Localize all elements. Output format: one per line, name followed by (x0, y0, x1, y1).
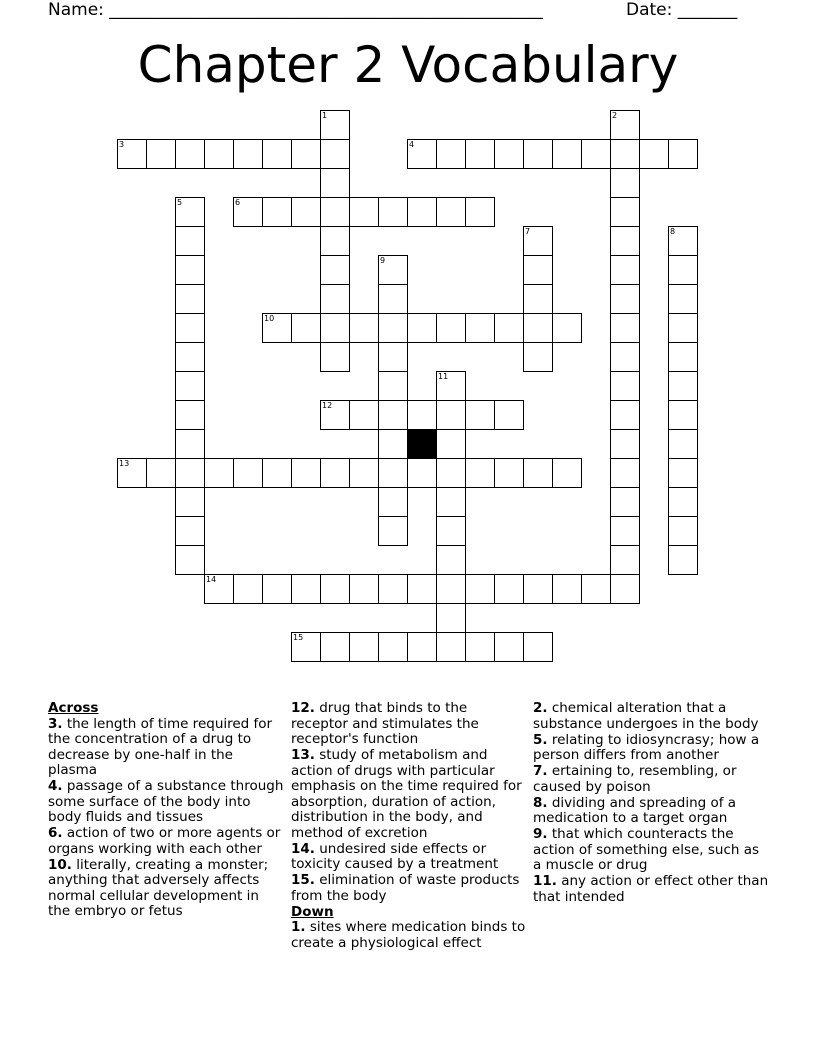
clue-text: relating to idiosyncrasy; how a person differs from another (533, 731, 760, 763)
crossword-cell[interactable] (523, 139, 553, 169)
crossword-cell[interactable] (494, 139, 524, 169)
clue-item (48, 779, 284, 826)
crossword-cell[interactable] (146, 458, 176, 488)
clue-item (533, 701, 769, 732)
clue-number-label: 11. (533, 873, 557, 889)
crossword-cell[interactable] (378, 255, 408, 285)
crossword-cell[interactable] (465, 632, 495, 662)
clue-number-label: 13. (291, 747, 315, 763)
crossword-cell[interactable] (407, 313, 437, 343)
clue-text: undesired side effects or toxicity caused by a treatment (291, 840, 499, 872)
clue-text: elimination of waste products from the body (291, 872, 520, 904)
clue-text: ertaining to, resembling, or caused by poison (533, 763, 737, 795)
crossword-cell[interactable] (117, 458, 147, 488)
crossword-cell[interactable] (291, 574, 321, 604)
crossword-cell[interactable] (349, 400, 379, 430)
crossword-cell[interactable] (523, 284, 553, 314)
crossword-cell[interactable] (407, 632, 437, 662)
crossword-cell[interactable] (175, 313, 205, 343)
crossword-cell[interactable] (436, 458, 466, 488)
crossword-cell[interactable] (349, 313, 379, 343)
clue-item (48, 717, 284, 779)
crossword-cell[interactable] (465, 458, 495, 488)
crossword-cell[interactable] (465, 139, 495, 169)
crossword-cell[interactable] (494, 400, 524, 430)
crossword-cell[interactable] (262, 574, 292, 604)
crossword-cell[interactable] (378, 487, 408, 517)
crossword-cell[interactable] (668, 371, 698, 401)
crossword-cell[interactable] (291, 313, 321, 343)
crossword-cell[interactable] (552, 458, 582, 488)
clue-item (291, 701, 527, 748)
crossword-cell[interactable] (610, 110, 640, 140)
crossword-cell[interactable] (610, 400, 640, 430)
crossword-cell[interactable] (262, 139, 292, 169)
clue-number: 15 (293, 633, 304, 642)
crossword-cell[interactable] (146, 139, 176, 169)
crossword-cell[interactable] (523, 226, 553, 256)
clue-text: action of two or more agents or organs working with each other (48, 825, 281, 857)
clue-number: 13 (119, 459, 130, 468)
crossword-cell[interactable] (668, 226, 698, 256)
crossword-cell[interactable] (668, 400, 698, 430)
clue-number: 7 (525, 227, 531, 236)
crossword-cell[interactable] (523, 574, 553, 604)
crossword-cell[interactable] (523, 632, 553, 662)
clue-item (533, 874, 769, 905)
clue-number: 14 (206, 575, 217, 584)
clue-number-label: 1. (291, 919, 306, 935)
crossword-cell[interactable] (320, 226, 350, 256)
clue-item (48, 826, 284, 857)
clue-text: sites where medication binds to create a physiological effect (291, 919, 526, 951)
crossword-cell[interactable] (378, 371, 408, 401)
crossword-cell[interactable] (668, 545, 698, 575)
crossword-cell[interactable] (204, 139, 234, 169)
crossword-cell[interactable] (378, 400, 408, 430)
clue-item (533, 796, 769, 827)
crossword-cell[interactable] (523, 342, 553, 372)
clue-number-label: 10. (48, 856, 72, 873)
clue-number: 5 (177, 198, 183, 207)
crossword-cell[interactable] (117, 139, 147, 169)
clue-number: 6 (235, 198, 241, 207)
crossword-cell[interactable] (668, 458, 698, 488)
crossword-cell[interactable] (610, 574, 640, 604)
clue-item (291, 842, 527, 873)
crossword-cell[interactable] (407, 574, 437, 604)
name-field-label: Name: ___________________________________________________ (48, 0, 543, 20)
crossword-cell[interactable] (320, 139, 350, 169)
crossword-cell[interactable] (204, 458, 234, 488)
crossword-cell[interactable] (436, 371, 466, 401)
crossword-cell[interactable] (436, 545, 466, 575)
clue-text: literally, creating a monster; anything that adversely affects normal cellular development in the embryo or fetus (48, 856, 269, 919)
crossword-cell[interactable] (610, 197, 640, 227)
crossword-cell[interactable] (494, 458, 524, 488)
crossword-cell[interactable] (610, 371, 640, 401)
crossword-cell[interactable] (378, 516, 408, 546)
crossword-cell[interactable] (610, 168, 640, 198)
crossword-cell[interactable] (581, 139, 611, 169)
clue-text: that which counteracts the action of something else, such as a muscle or drug (533, 826, 760, 873)
clue-number-label: 14. (291, 840, 315, 857)
clue-number-label: 4. (48, 778, 63, 794)
clue-text: chemical alteration that a substance undergoes in the body (533, 700, 759, 732)
crossword-cell[interactable] (175, 516, 205, 546)
crossword-cell[interactable] (523, 458, 553, 488)
crossword-cell[interactable] (378, 197, 408, 227)
clue-item (48, 858, 284, 920)
page-title: Chapter 2 Vocabulary (137, 36, 679, 94)
clue-item (291, 920, 527, 951)
clue-text: drug that binds to the receptor and stimulates the receptor's function (291, 700, 479, 747)
crossword-cell[interactable] (262, 197, 292, 227)
crossword-cell[interactable] (378, 632, 408, 662)
crossword-cell[interactable] (175, 371, 205, 401)
crossword-cell[interactable] (668, 342, 698, 372)
crossword-cell[interactable] (291, 139, 321, 169)
crossword-cell[interactable] (436, 603, 466, 633)
crossword-cell[interactable] (610, 429, 640, 459)
crossword-cell[interactable] (233, 458, 263, 488)
crossword-cell[interactable] (349, 574, 379, 604)
crossword-cell[interactable] (175, 139, 205, 169)
crossword-cell[interactable] (175, 226, 205, 256)
clue-item (291, 748, 527, 841)
crossword-cell[interactable] (320, 168, 350, 198)
crossword-cell[interactable] (436, 313, 466, 343)
crossword-cell[interactable] (175, 429, 205, 459)
crossword-cell[interactable] (610, 313, 640, 343)
clue-number: 10 (264, 314, 275, 323)
black-cell (407, 429, 437, 459)
crossword-cell[interactable] (494, 574, 524, 604)
crossword-cell[interactable] (610, 487, 640, 517)
crossword-cell[interactable] (610, 458, 640, 488)
clue-number-label: 12. (291, 700, 315, 716)
crossword-cell[interactable] (262, 313, 292, 343)
crossword-cell[interactable] (436, 139, 466, 169)
clue-number: 11 (438, 372, 449, 381)
clue-number-label: 9. (533, 826, 548, 842)
clue-number: 1 (322, 111, 328, 120)
clue-text: study of metabolism and action of drugs with particular emphasis on the time required for absorption, duration of action, distribution in the body, and method of excretion (291, 747, 522, 841)
clues-column-1 (48, 701, 284, 920)
crossword-cell[interactable] (552, 574, 582, 604)
clue-number-label: 15. (291, 872, 315, 888)
crossword-cell[interactable] (175, 197, 205, 227)
crossword-cell[interactable] (320, 197, 350, 227)
clue-number-label: 6. (48, 825, 63, 841)
crossword-cell[interactable] (233, 139, 263, 169)
crossword-cell[interactable] (262, 458, 292, 488)
clue-text: any action or effect other than that intended (533, 873, 769, 905)
crossword-cell[interactable] (610, 226, 640, 256)
clue-number-label: 8. (533, 794, 548, 811)
crossword-cell[interactable] (407, 400, 437, 430)
clues-column-3 (533, 701, 769, 906)
clue-item (533, 827, 769, 874)
crossword-cell[interactable] (436, 400, 466, 430)
clue-text: the length of time required for the concentration of a drug to decrease by one-half in the plasma (48, 715, 273, 778)
clue-number-label: 5. (533, 731, 548, 748)
clue-number-label: 2. (533, 700, 548, 716)
clue-number: 4 (409, 140, 415, 149)
clue-item (533, 733, 769, 764)
crossword-cell[interactable] (291, 632, 321, 662)
crossword-cell[interactable] (291, 197, 321, 227)
crossword-cell[interactable] (436, 574, 466, 604)
crossword-cell[interactable] (349, 632, 379, 662)
clue-number: 3 (119, 140, 125, 149)
crossword-cell[interactable] (378, 429, 408, 459)
crossword-cell[interactable] (494, 313, 524, 343)
crossword-cell[interactable] (320, 313, 350, 343)
crossword-cell[interactable] (668, 516, 698, 546)
crossword-cell[interactable] (668, 255, 698, 285)
crossword-cell[interactable] (291, 458, 321, 488)
crossword-cell[interactable] (523, 255, 553, 285)
crossword-cell[interactable] (175, 284, 205, 314)
down-heading: Down (291, 903, 334, 920)
across-heading: Across (48, 700, 99, 716)
crossword-cell[interactable] (204, 574, 234, 604)
clues-column-2 (291, 701, 527, 952)
crossword-cell[interactable] (494, 632, 524, 662)
crossword-cell[interactable] (465, 313, 495, 343)
crossword-cell[interactable] (465, 574, 495, 604)
crossword-cell[interactable] (610, 545, 640, 575)
clue-number-label: 7. (533, 763, 548, 779)
clue-number: 2 (612, 111, 618, 120)
crossword-cell[interactable] (407, 139, 437, 169)
crossword-cell[interactable] (378, 458, 408, 488)
clue-number: 12 (322, 401, 333, 410)
crossword-cell[interactable] (610, 139, 640, 169)
crossword-cell[interactable] (465, 197, 495, 227)
crossword-cell[interactable] (610, 284, 640, 314)
crossword-cell[interactable] (320, 110, 350, 140)
crossword-cell[interactable] (320, 342, 350, 372)
clue-number: 8 (670, 227, 676, 236)
crossword-cell[interactable] (175, 342, 205, 372)
crossword-cell[interactable] (610, 255, 640, 285)
crossword-cell[interactable] (465, 400, 495, 430)
crossword-cell[interactable] (610, 516, 640, 546)
crossword-cell[interactable] (175, 400, 205, 430)
crossword-cell[interactable] (436, 197, 466, 227)
crossword-cell[interactable] (320, 632, 350, 662)
crossword-cell[interactable] (378, 313, 408, 343)
crossword-cell[interactable] (175, 487, 205, 517)
clue-number: 9 (380, 256, 386, 265)
crossword-cell[interactable] (668, 139, 698, 169)
crossword-cell[interactable] (639, 139, 669, 169)
crossword-cell[interactable] (552, 139, 582, 169)
crossword-cell[interactable] (378, 342, 408, 372)
crossword-cell[interactable] (378, 574, 408, 604)
crossword-cell[interactable] (610, 342, 640, 372)
crossword-cell[interactable] (552, 313, 582, 343)
date-field-label: Date: _______ (626, 0, 738, 20)
crossword-cell[interactable] (436, 429, 466, 459)
crossword-cell[interactable] (436, 516, 466, 546)
clue-text: dividing and spreading of a medication to a target organ (533, 794, 737, 826)
clue-item (291, 873, 527, 904)
crossword-cell[interactable] (523, 313, 553, 343)
crossword-cell[interactable] (349, 458, 379, 488)
crossword-cell[interactable] (175, 458, 205, 488)
crossword-cell[interactable] (349, 197, 379, 227)
crossword-cell[interactable] (175, 545, 205, 575)
crossword-cell[interactable] (378, 284, 408, 314)
crossword-cell[interactable] (175, 255, 205, 285)
crossword-cell[interactable] (320, 284, 350, 314)
crossword-cell[interactable] (436, 632, 466, 662)
crossword-cell[interactable] (320, 255, 350, 285)
crossword-cell[interactable] (320, 400, 350, 430)
crossword-cell[interactable] (320, 458, 350, 488)
crossword-cell[interactable] (668, 487, 698, 517)
crossword-cell[interactable] (233, 197, 263, 227)
crossword-cell[interactable] (407, 458, 437, 488)
crossword-cell[interactable] (668, 284, 698, 314)
crossword-cell[interactable] (320, 574, 350, 604)
crossword-cell[interactable] (668, 429, 698, 459)
crossword-cell[interactable] (233, 574, 263, 604)
crossword-cell[interactable] (436, 487, 466, 517)
clue-number-label: 3. (48, 715, 63, 732)
clue-text: passage of a substance through some surface of the body into body fluids and tissues (48, 778, 284, 825)
clue-item (533, 764, 769, 795)
crossword-cell[interactable] (581, 574, 611, 604)
crossword-cell[interactable] (407, 197, 437, 227)
crossword-cell[interactable] (668, 313, 698, 343)
